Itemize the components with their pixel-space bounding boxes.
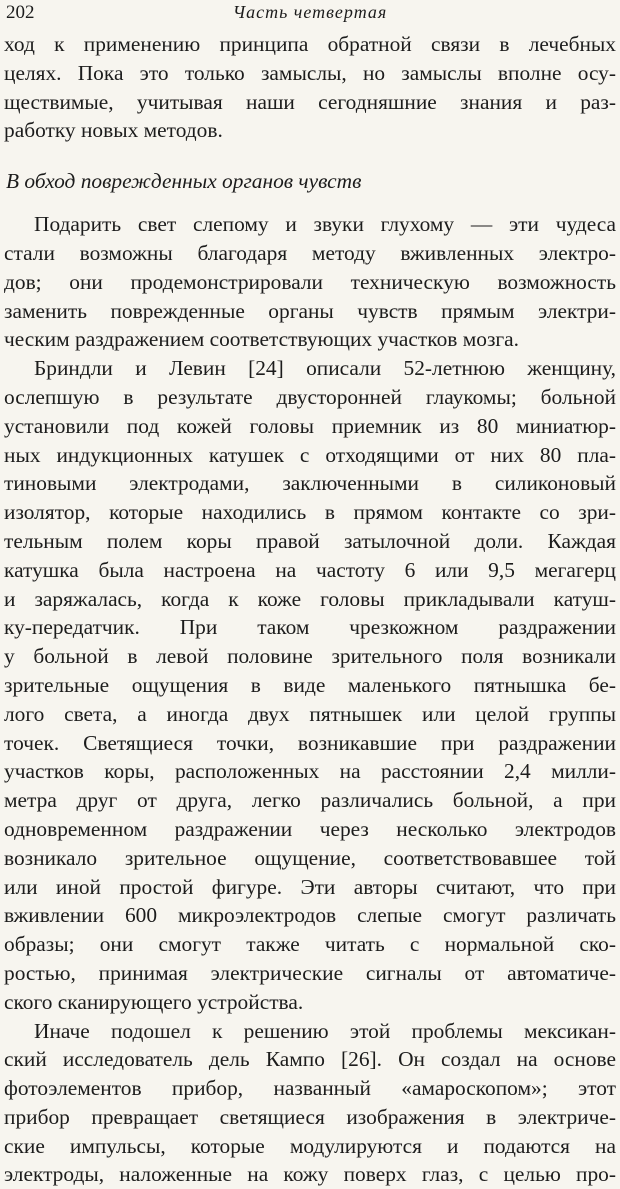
paragraph-4 [4,1017,616,1189]
text-line: метра друг от друга, легко различались больной, а при [4,786,616,815]
text-line: Иначе подошел к решению этой проблемы мексикан- [4,1017,616,1046]
running-head [4,0,616,30]
paragraph-3 [4,354,616,1016]
text-line: точек. Светящиеся точки, возникавшие при раздражении [4,729,616,758]
text-line: зрительные ощущения в виде маленького пятнышка бе- [4,671,616,700]
text-line: установили под кожей головы приемник из 80 миниатюр- [4,412,616,441]
text-line: ных индукционных катушек с отходящими от них 80 пла- [4,441,616,470]
page-number: 202 [6,2,35,24]
text-line: ослепшую в результате двусторонней глаукомы; больной [4,383,616,412]
text-line: участков коры, расположенных на расстоянии 2,4 милли- [4,757,616,786]
text-line: ского сканирующего устройства. [4,988,616,1017]
text-line: у больной в левой половине зрительного поля возникали [4,642,616,671]
text-line: ростью, принимая электрические сигналы от автоматиче- [4,959,616,988]
text-line: ческим раздражением соответствующих участков мозга. [4,325,616,354]
text-line: тельным полем коры правой затылочной доли. Каждая [4,527,616,556]
text-line: прибор превращает светящиеся изображения в электриче- [4,1103,616,1132]
text-line: или иной простой фигуре. Эти авторы считают, что при [4,873,616,902]
text-line: Подарить свет слепому и звуки глухому — эти чудеса [4,210,616,239]
text-line: фотоэлементов прибор, названный «амароскопом»; этот [4,1074,616,1103]
text-line: изолятор, которые находились в прямом контакте со зри- [4,498,616,527]
text-line: стали возможны благодаря методу вживленных электро- [4,239,616,268]
text-line: лого света, а иногда двух пятнышек или целой группы [4,700,616,729]
text-line: ку-передатчик. При таком чрезкожном раздражении [4,613,616,642]
running-title: Часть четвертая [4,2,616,23]
text-line: одновременном раздражении через несколько электродов [4,815,616,844]
text-line: дов; они продемонстрировали техническую возможность [4,268,616,297]
text-line: заменить поврежденные органы чувств прямым электри- [4,297,616,326]
text-line: тиновыми электродами, заключенными в силиконовый [4,469,616,498]
text-line: электроды, наложенные на кожу поверх глаз, с целью про- [4,1160,616,1189]
text-line: вживлении 600 микроэлектродов слепые смогут различать [4,901,616,930]
text-line: образы; они смогут также читать с нормальной ско- [4,930,616,959]
text-line: Бриндли и Левин [24] описали 52-летнюю женщину, [4,354,616,383]
text-line: и заряжалась, когда к коже головы прикладывали катуш- [4,585,616,614]
text-line: катушка была настроена на частоту 6 или 9,5 мегагерц [4,556,616,585]
text-line: работку новых методов. [4,116,616,145]
text-line: ществимые, учитывая наши сегодняшние знания и раз- [4,88,616,117]
text-line: ход к применению принципа обратной связи в лечебных [4,30,616,59]
text-line: ский исследователь дель Кампо [26]. Он создал на основе [4,1045,616,1074]
section-heading: В обход поврежденных органов чувств [4,167,616,197]
text-line: ские импульсы, которые модулируются и подаются на [4,1132,616,1161]
text-line: целях. Пока это только замыслы, но замыслы вполне осу- [4,59,616,88]
paragraph-1 [4,30,616,145]
paragraph-2 [4,210,616,354]
text-line: возникало зрительное ощущение, соответствовавшее той [4,844,616,873]
